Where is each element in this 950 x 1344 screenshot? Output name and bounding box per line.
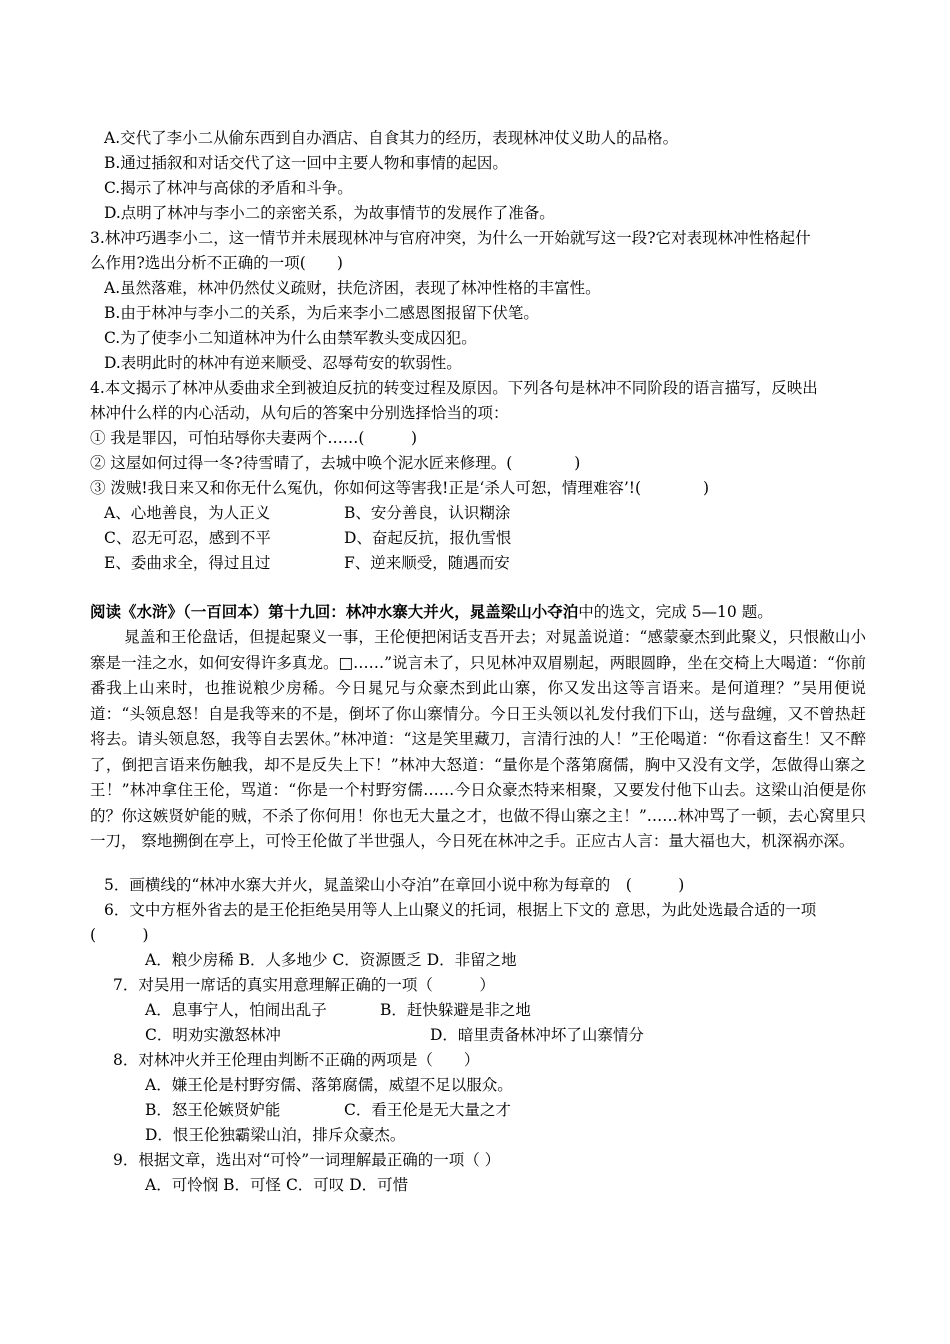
q3-option-d: D.表明此时的林冲有逆来顺受、忍辱苟安的软弱性。 xyxy=(104,354,462,372)
q3-option-a: A.虽然落难，林冲仍然仗义疏财，扶危济困，表现了林冲性格的丰富性。 xyxy=(104,279,601,297)
q2-option-a: A.交代了李小二从偷东西到自办酒店、自食其力的经历，表现林冲仗义助人的品格。 xyxy=(104,129,679,147)
q4-item-3: ③ 泼贼!我日来又和你无什么冤仇，你如何这等害我!正是‘杀人可恕，情理难容’!( ) xyxy=(90,479,710,497)
q4-choice-c: C、忍无可忍，感到不平 xyxy=(104,529,271,547)
q8-option-a: A．嫌王伦是村野穷儒、落第腐儒，威望不足以服众。 xyxy=(145,1076,513,1094)
q4-stem-line2: 林冲什么样的内心活动，从句后的答案中分别选择恰当的项： xyxy=(90,404,509,422)
q3-option-c: C.为了使李小二知道林冲为什么由禁军教头变成囚犯。 xyxy=(104,329,477,347)
q2-option-b: B.通过插叙和对话交代了这一回中主要人物和事情的起因。 xyxy=(104,154,508,172)
q4-choice-b: B、安分善良，认识糊涂 xyxy=(344,504,511,522)
q9-stem: 9．根据文章，选出对“可怜”一词理解最正确的一项（ ） xyxy=(113,1151,501,1169)
q8-stem: 8．对林冲火并王伦理由判断不正确的两项是（ ） xyxy=(113,1051,480,1069)
q2-option-d: D.点明了林冲与李小二的亲密关系，为故事情节的发展作了准备。 xyxy=(104,204,555,222)
reading-intro xyxy=(90,600,773,624)
q3-stem-line1: 3.林冲巧遇李小二，这一情节并未展现林冲与官府冲突，为什么一开始就写这一段?它对表现林冲性格起什 xyxy=(90,229,811,247)
q7-stem: 7．对吴用一席话的真实用意理解正确的一项（ ） xyxy=(113,976,495,994)
q4-choice-e: E、委曲求全，得过且过 xyxy=(104,554,271,572)
q7-option-d: D．暗里责备林冲坏了山寨情分 xyxy=(430,1026,644,1044)
q3-option-b: B.由于林冲与李小二的关系，为后来李小二感恩图报留下伏笔。 xyxy=(104,304,539,322)
q6-options: A．粮少房稀 B．人多地少 C．资源匮乏 D．非留之地 xyxy=(145,951,517,969)
q4-choice-d: D、奋起反抗，报仇雪恨 xyxy=(344,529,512,547)
q4-stem-line1: 4.本文揭示了林冲从委曲求全到被迫反抗的转变过程及原因。下列各句是林冲不同阶段的语言描写，反映出 xyxy=(90,379,818,397)
q7-option-c: C．明劝实激怒林冲 xyxy=(145,1026,281,1044)
q7-option-a: A．息事宁人，怕闹出乱子 xyxy=(145,1001,327,1019)
q8-option-c: C．看王伦是无大量之才 xyxy=(344,1101,511,1119)
q2-option-c: C.揭示了林冲与高俅的矛盾和斗争。 xyxy=(104,179,353,197)
q6-stem-line2: ( ) xyxy=(90,926,149,944)
q8-option-b: B．怒王伦嫉贤妒能 xyxy=(145,1101,281,1119)
q4-item-2: ② 这屋如何过得一冬?待雪晴了，去城中唤个泥水匠来修理。( ) xyxy=(90,454,581,472)
q4-choice-a: A、心地善良，为人正义 xyxy=(104,504,271,522)
q7-option-b: B．赶快躲避是非之地 xyxy=(380,1001,531,1019)
q4-item-1: ① 我是罪囚，可怕玷辱你夫妻两个……( ) xyxy=(90,429,418,447)
q6-stem-line1: 6．文中方框外省去的是王伦拒绝吴用等人上山聚义的托词，根据上下文的 意思，为此处选最合适的一项 xyxy=(104,901,817,919)
q3-stem-line2: 么作用?选出分析不正确的一项( ) xyxy=(90,254,343,272)
reading-intro-title: 阅读《水浒》（一百回本）第十九回：林冲水寨大并火，晁盖梁山小夺泊 xyxy=(90,602,579,621)
q9-options: A．可怜悯 B．可怪 C．可叹 D．可惜 xyxy=(145,1176,409,1194)
reading-intro-instruction: 中的选文，完成 5—10 题。 xyxy=(578,603,773,621)
q5-stem: 5．画横线的“林冲水寨大并火，晁盖梁山小夺泊”在章回小说中称为每章的 ( ) xyxy=(104,876,685,894)
reading-passage: 晁盖和王伦盘话，但提起聚义一事，王伦便把闲话支吾开去；对晁盖说道：“感蒙豪杰到此聚义，只恨敝山小寨是一洼之水，如何安得许多真龙。□……”说言未了，只见林冲双眉剔起，两眼圆睁，坐在交椅上大喝道：“你前番我上山来时，也推说粮少房稀。今日晁兄与众豪杰到此山寨，你又发出这等言语来。是何道理？”吴用便说道：“头领息怒！自是我等来的不是，倒坏了你山寨情分。今日王头领以礼发付我们下山，送与盘缠，又不曾热赶将去。请头领息怒，我等自去罢休。”林冲道：“这是笑里藏刀，言清行浊的人！”王伦喝道：“你看这畜生！又不醉了，倒把言语来伤触我，却不是反失上下！”林冲大怒道：“量你是个落第腐儒，胸中又没有文学，怎做得山寨之王！”林冲拿住王伦，骂道：“你是一个村野穷儒……今日众豪杰特来相聚，又要发付他下山去。这梁山泊便是你的？你这嫉贤妒能的贼，不杀了你何用！你也无大量之才，也做不得山寨之主！”……林冲骂了一顿，去心窝里只一刀， 察地搠倒在亭上，可怜王伦做了半世强人，今日死在林冲之手。正应古人言：量大福也大，机深祸亦深。 xyxy=(90,628,866,850)
q4-choice-f: F、逆来顺受，随遇而安 xyxy=(344,554,510,572)
q8-option-d: D．恨王伦独霸梁山泊，排斥众豪杰。 xyxy=(145,1126,406,1144)
